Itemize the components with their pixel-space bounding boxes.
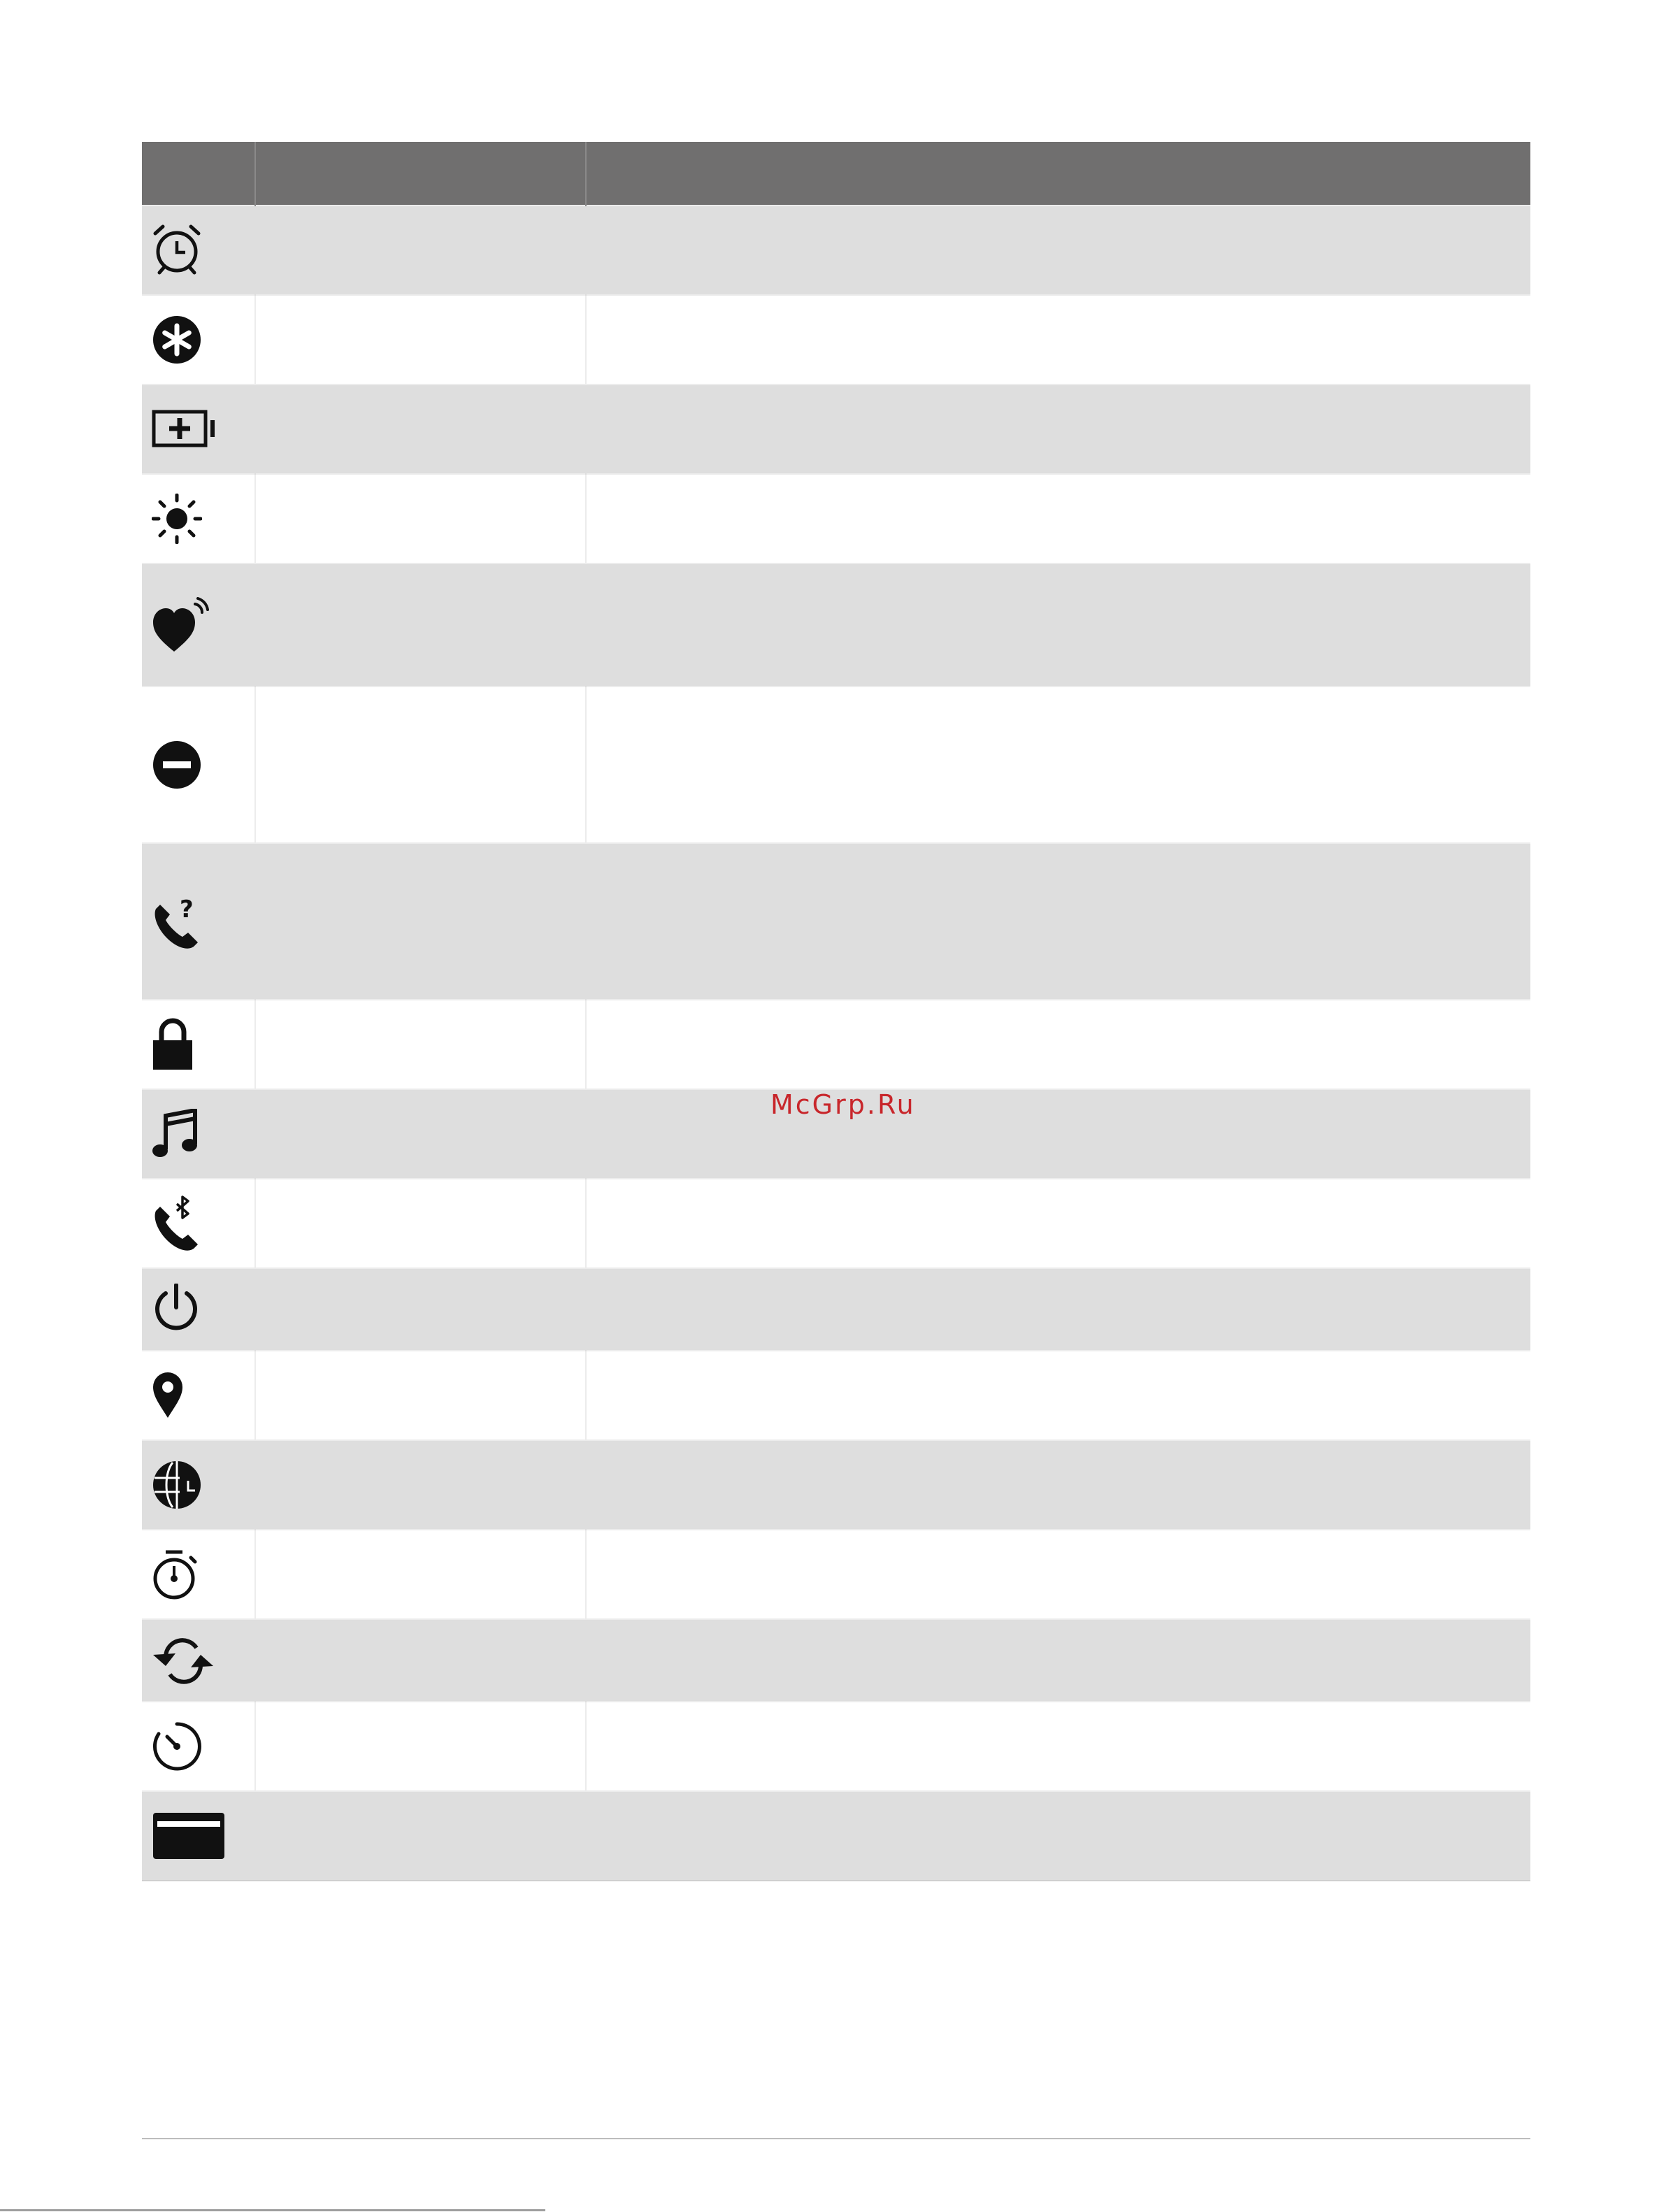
row-description-cell (586, 474, 1530, 563)
row-name-cell (255, 1702, 586, 1791)
table-row (142, 1440, 1530, 1530)
row-description-cell (586, 1702, 1530, 1791)
do-not-disturb-icon (142, 687, 255, 843)
table-row (142, 843, 1530, 1000)
heart-rate-broadcast-icon (142, 563, 255, 687)
battery-saver-icon (142, 385, 255, 474)
row-description-cell (586, 1791, 1530, 1881)
row-name-cell (255, 563, 586, 687)
row-name-cell (255, 1000, 586, 1089)
bottom-divider (0, 2209, 545, 2211)
row-name-cell (255, 474, 586, 563)
row-description-cell (586, 1530, 1530, 1619)
sync-icon (142, 1619, 255, 1702)
header-description-column (586, 142, 1530, 206)
row-name-cell (255, 385, 586, 474)
header-name-column (255, 142, 586, 206)
row-description-cell (586, 563, 1530, 687)
table-row (142, 1179, 1530, 1268)
row-description-cell (586, 295, 1530, 385)
row-description-cell (586, 385, 1530, 474)
brightness-icon (142, 474, 255, 563)
find-my-phone-icon (142, 843, 255, 1000)
row-name-cell (255, 295, 586, 385)
table-row (142, 1702, 1530, 1791)
row-name-cell (255, 687, 586, 843)
row-name-cell (255, 206, 586, 295)
row-name-cell (255, 1619, 586, 1702)
table-row (142, 206, 1530, 295)
table-row (142, 1351, 1530, 1440)
header-icon-column (142, 142, 255, 206)
row-description-cell (586, 1619, 1530, 1702)
table-row (142, 1530, 1530, 1619)
row-description-cell (586, 1268, 1530, 1351)
phone-bluetooth-icon (142, 1179, 255, 1268)
location-pin-icon (142, 1351, 255, 1440)
row-description-cell (586, 1440, 1530, 1530)
music-note-icon (142, 1089, 255, 1179)
row-name-cell (255, 1351, 586, 1440)
lock-icon (142, 1000, 255, 1089)
table-row (142, 1000, 1530, 1089)
row-description-cell (586, 1351, 1530, 1440)
table-row (142, 1268, 1530, 1351)
row-name-cell (255, 1791, 586, 1881)
wallet-card-icon (142, 1791, 255, 1881)
table-header-row (142, 142, 1530, 206)
table-row (142, 563, 1530, 687)
row-description-cell (586, 1179, 1530, 1268)
table-body (142, 206, 1530, 1881)
row-description-cell (586, 1000, 1530, 1089)
row-name-cell (255, 1530, 586, 1619)
table-row (142, 1791, 1530, 1881)
row-description-cell (586, 687, 1530, 843)
table-row (142, 1619, 1530, 1702)
asterisk-icon (142, 295, 255, 385)
row-name-cell (255, 1440, 586, 1530)
table-row (142, 474, 1530, 563)
row-name-cell (255, 843, 586, 1000)
table-row (142, 687, 1530, 843)
footer-divider (142, 2138, 1530, 2139)
icon-table (142, 142, 1530, 1881)
table-row (142, 385, 1530, 474)
row-name-cell (255, 1089, 586, 1179)
watermark: McGrp.Ru (770, 1089, 916, 1120)
power-icon (142, 1268, 255, 1351)
table-row (142, 295, 1530, 385)
world-clock-icon (142, 1440, 255, 1530)
alarm-clock-icon (142, 206, 255, 295)
row-name-cell (255, 1179, 586, 1268)
svg-text:?: ? (180, 896, 194, 924)
row-description-cell (586, 843, 1530, 1000)
timer-icon (142, 1702, 255, 1791)
row-description-cell (586, 1089, 1530, 1179)
row-description-cell (586, 206, 1530, 295)
row-name-cell (255, 1268, 586, 1351)
stopwatch-icon (142, 1530, 255, 1619)
